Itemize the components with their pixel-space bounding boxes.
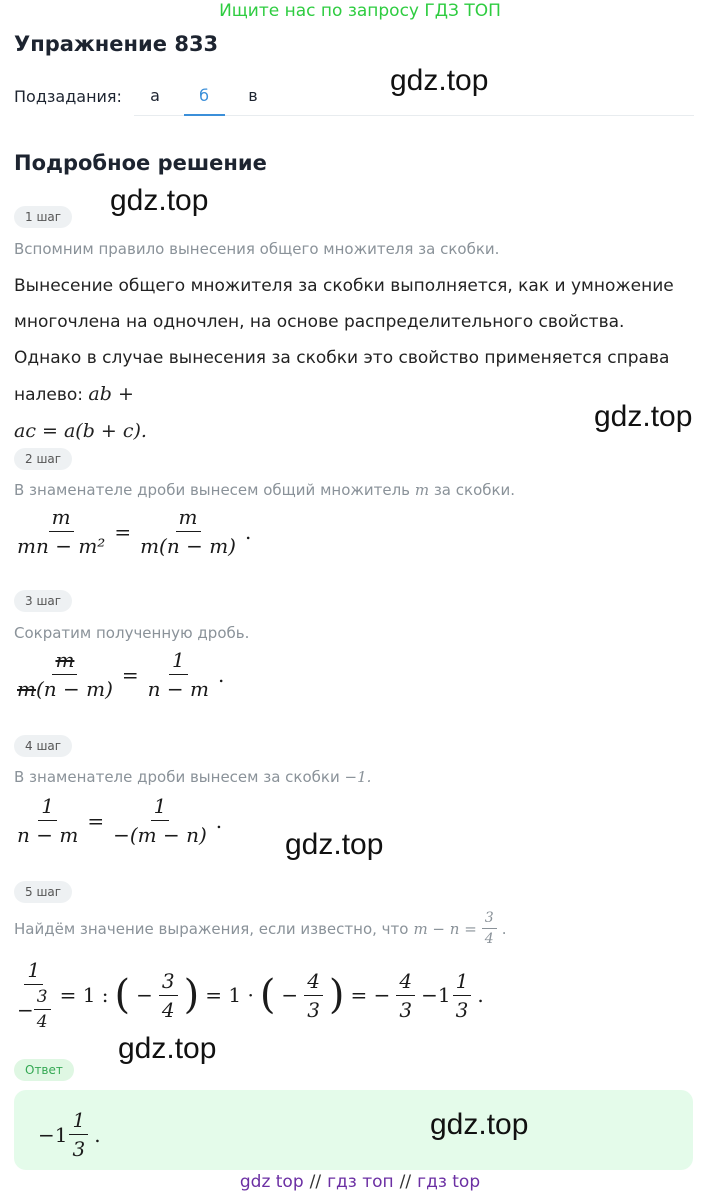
step-1-hint: Вспомним правило вынесения общего множителя за скобки.: [14, 240, 500, 258]
step-4-equation: $\frac{1}{n - m}$ = $\frac{1}{-(m - n)}$ .: [17, 794, 223, 847]
step-3-badge: 3 шаг: [14, 590, 72, 612]
tab-a[interactable]: а: [150, 86, 160, 105]
solution-title: Подробное решение: [14, 151, 267, 175]
watermark: gdz.top: [285, 828, 384, 861]
page-title: Упражнение 833: [14, 32, 219, 56]
watermark: gdz.top: [110, 184, 209, 217]
footer-link[interactable]: гдз топ: [327, 1172, 394, 1192]
step-4-hint: В знаменателе дроби вынесем за скобки −1.: [14, 768, 372, 786]
answer-badge: Ответ: [14, 1059, 74, 1081]
tab-b[interactable]: б: [199, 86, 209, 105]
footer-link[interactable]: gdz top: [239, 1172, 304, 1192]
step-5-badge: 5 шаг: [14, 881, 72, 903]
footer-link[interactable]: гдз top: [417, 1172, 481, 1192]
step-1-badge: 1 шаг: [14, 206, 72, 228]
step-4-badge: 4 шаг: [14, 735, 72, 757]
step-5-hint: Найдём значение выражения, если известно, что m − n = $\frac{3}{4}$ .: [14, 910, 507, 947]
step-3-equation: $\frac{m}{m(n - m)}$ = $\frac{1}{n - m}$ .: [17, 648, 225, 701]
watermark: gdz.top: [118, 1032, 217, 1065]
watermark: gdz.top: [594, 400, 693, 433]
step-3-hint: Сократим полученную дробь.: [14, 624, 250, 642]
step-2-equation: $\frac{m}{\text{mn − m²}}$ = $\frac{m}{m(n - m)}$ .: [17, 505, 252, 558]
tab-v[interactable]: в: [248, 86, 258, 105]
subtasks-label: Подзадания:: [14, 87, 122, 106]
search-banner: Ищите нас по запросу ГДЗ ТОП: [219, 1, 501, 21]
watermark: gdz.top: [430, 1108, 529, 1141]
footer-links: gdz top // гдз топ // гдз top: [239, 1172, 481, 1192]
step-2-badge: 2 шаг: [14, 448, 72, 470]
answer-box: [14, 1090, 693, 1170]
watermark: gdz.top: [390, 64, 489, 97]
answer-value: −1 $\frac{1}{3}$ .: [38, 1108, 101, 1161]
step-5-equation: 1 − $\frac{3}{4}$ = 1 : ( − $\frac{3}{4}$ ) = 1 · ( − $\frac{4}{3}$ ) = − $\frac{4}{3}$ −1 $\frac{1}{3}$ .: [17, 958, 484, 1032]
step-1-text: Вынесение общего множителя за скобки выполняется, как и умножение многочлена на одночлен, на основе распределительного свойства. Однако в случае вынесения за скобки это свойство применяется справа налево: ab + ac = a(b + c).: [14, 276, 674, 442]
step-2-hint: В знаменателе дроби вынесем общий множитель m за скобки.: [14, 481, 516, 499]
active-tab-indicator: [184, 114, 225, 116]
